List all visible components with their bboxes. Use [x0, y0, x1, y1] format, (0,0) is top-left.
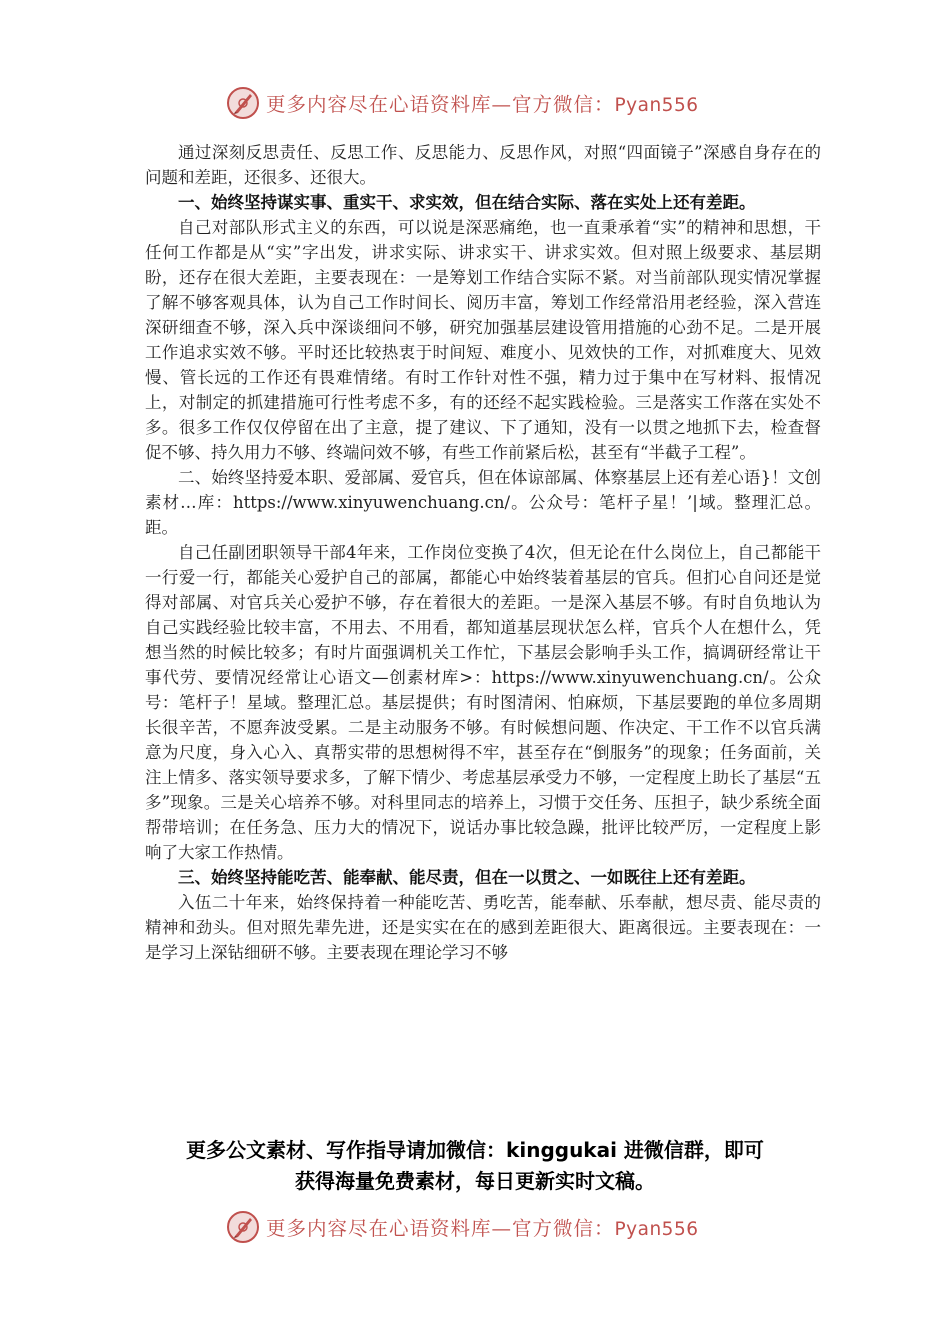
article-body — [145, 140, 821, 965]
quill-logo-icon — [226, 86, 260, 120]
banner-text-cn: 更多内容尽在心语资料库—官方微信： — [266, 93, 615, 116]
section-heading-2: 二、始终坚持爱本职、爱部属、爱官兵，但在体谅部属、体察基层上还有差心语}！文创素材…库：https://www.xinyuwenchuang.cn/。公众号：笔杆子星！’|域。整理汇总。距。 — [145, 468, 821, 537]
header-banner — [226, 86, 726, 120]
section-heading-1: 一、始终坚持谋实事、重实干、求实效，但在结合实际、落在实处上还有差距。 — [178, 193, 756, 212]
intro-paragraph: 通过深刻反思责任、反思工作、反思能力、反思作风，对照“四面镜子”深感自身存在的问题和差距，还很多、还很大。 — [145, 143, 821, 187]
banner-text — [266, 89, 699, 117]
promo-line-1: 更多公文素材、写作指导请加微信：kinggukai 进微信群，即可 — [186, 1138, 764, 1162]
banner-text-cn: 更多内容尽在心语资料库—官方微信： — [266, 1217, 615, 1240]
footer-banner — [226, 1210, 726, 1244]
section-body-1: 自己对部队形式主义的东西，可以说是深恶痛绝，也一直秉承着“实”的精神和思想，干任何工作都是从“实”字出发，讲求实际、讲求实干、讲求实效。但对照上级要求、基层期盼，还存在很大差距，主要表现在：一是筹划工作结合实际不紧。对当前部队现实情况掌握了解不够客观具体，认为自己工作时间长、阅历丰富，筹划工作经常沿用老经验，深入营连深研细查不够，深入兵中深谈细问不够，研究加强基层建设管用措施的心劲不足。二是开展工作追求实效不够。平时还比较热衷于时间短、难度小、见效快的工作，对抓难度大、见效慢、管长远的工作还有畏难情绪。有时工作针对性不强，精力过于集中在写材料、报情况上，对制定的抓建措施可行性考虑不多，有的还经不起实践检验。三是落实工作落在实处不多。很多工作仅仅停留在出了主意，提了建议、下了通知，没有一以贯之地抓下去，检查督促不够、持久用力不够、终端问效不够，有些工作前紧后松，甚至有“半截子工程”。 — [145, 218, 821, 462]
banner-text — [266, 1213, 699, 1241]
promo-notice — [100, 1135, 850, 1197]
banner-wechat-id: Pyan556 — [614, 95, 699, 116]
promo-line-2: 获得海量免费素材，每日更新实时文稿。 — [295, 1169, 655, 1193]
banner-wechat-id: Pyan556 — [614, 1219, 699, 1240]
section-body-2: 自己任副团职领导干部4年来，工作岗位变换了4次，但无论在什么岗位上，自己都能干一行爱一行，都能关心爱护自己的部属，都能心中始终装着基层的官兵。但扪心自问还是觉得对部属、对官兵关心爱护不够，存在着很大的差距。一是深入基层不够。有时自负地认为自己实践经验比较丰富，不用去、不用看，都知道基层现状怎么样，官兵个人在想什么，凭想当然的时候比较多；有时片面强调机关工作忙，下基层会影响手头工作，搞调研经常让干事代劳、要情况经常让心语文—创素材库>：https://www.xinyuwenchuang.cn/。公众号：笔杆子！星域。整理汇总。基层提供；有时图清闲、怕麻烦，下基层要跑的单位多周期长很辛苦，不愿奔波受累。二是主动服务不够。有时候想问题、作决定、干工作不以官兵满意为尺度，身入心入、真帮实带的思想树得不牢，甚至存在“倒服务”的现象；任务面前，关注上情多、落实领导要求多，了解下情少、考虑基层承受力不够，一定程度上助长了基层“五多”现象。三是关心培养不够。对科里同志的培养上，习惯于交任务、压担子，缺少系统全面帮带培训；在任务急、压力大的情况下，说话办事比较急躁，批评比较严厉，一定程度上影响了大家工作热情。 — [145, 543, 821, 862]
section-heading-3: 三、始终坚持能吃苦、能奉献、能尽责，但在一以贯之、一如既往上还有差距。 — [178, 868, 756, 887]
quill-logo-icon — [226, 1210, 260, 1244]
section-body-3: 入伍二十年来，始终保持着一种能吃苦、勇吃苦，能奉献、乐奉献，想尽责、能尽责的精神和劲头。但对照先辈先进，还是实实在在的感到差距很大、距离很远。主要表现在：一是学习上深钻细研不够。主要表现在理论学习不够 — [145, 893, 821, 962]
